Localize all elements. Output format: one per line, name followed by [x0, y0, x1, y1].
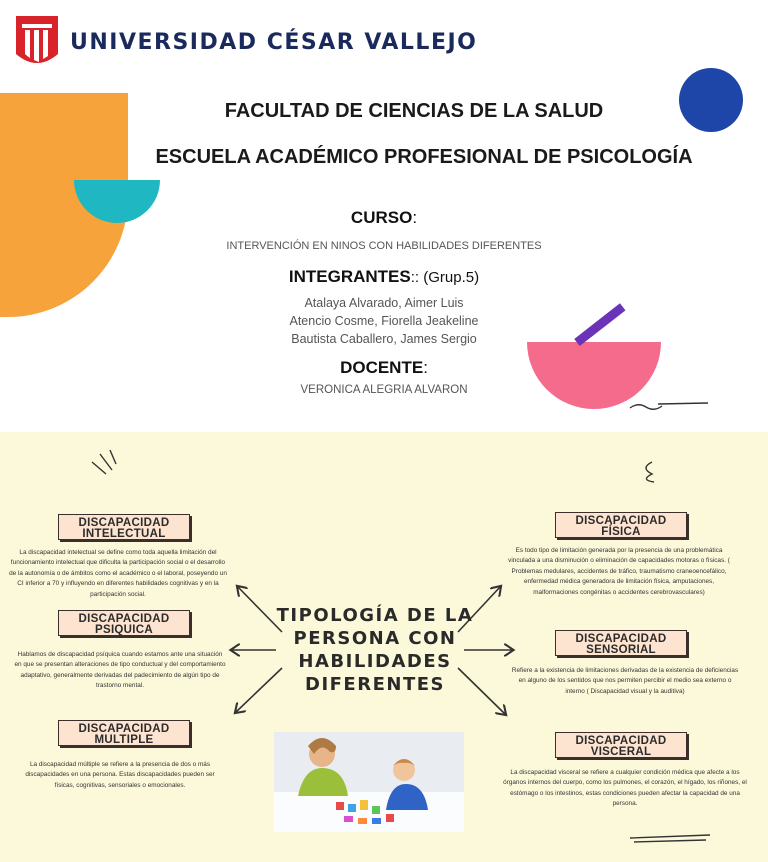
central-title-line: TIPOLOGÍA DE LA: [276, 605, 474, 626]
member-name: Atalaya Alvarado, Aimer Luis: [304, 296, 464, 310]
central-title-line: HABILIDADES: [298, 651, 452, 672]
squiggle-decor-icon: [628, 398, 710, 412]
docente-label: DOCENTE: [340, 358, 424, 377]
university-name: UNIVERSIDAD CÉSAR VALLEJO: [70, 30, 478, 55]
central-title-line: DIFERENTES: [305, 674, 445, 695]
card-intelectual: [58, 514, 190, 540]
desc-psiquica: Hablamos de discapacidad psíquica cuando estamos ante una situación en que se presentan alteraciones de tipo conductual y del comportamiento adaptativo, generalmente derivadas del padecimiento de algún tipo de trastorno mental.: [14, 651, 226, 690]
card-title-line: DISCAPACIDAD: [78, 723, 170, 735]
university-logo-icon: [14, 14, 60, 68]
card-sensorial: [555, 630, 687, 656]
docente-label-row: [0, 358, 768, 378]
children-playing-photo: [274, 732, 464, 832]
desc-visceral: La discapacidad visceral se refiere a cualquier condición médica que afecte a los órganos internos del cuerpo, como los pulmones, el corazón, el hígado, los riñones, el estómago o los intestinos, estas condiciones pueden afectar la capacidad de una persona.: [503, 769, 747, 808]
card-title-line: MULTIPLE: [94, 734, 154, 746]
card-psiquica: [58, 610, 190, 636]
card-title-line: VISCERAL: [590, 746, 652, 758]
card-title-line: DISCAPACIDAD: [575, 515, 667, 527]
integrantes-label-row: [0, 267, 768, 287]
card-fisica: [555, 512, 687, 538]
curso-label: CURSO: [350, 208, 413, 227]
card-title-line: PSIQUICA: [95, 624, 153, 636]
desc-multiple: La discapacidad múltiple se refiere a la presencia de dos o más discapacidades en una persona. Estas discapacidades pueden ser físicas, cognitivas, sensoriales o emocionales.: [25, 761, 215, 789]
curso-label-row: [0, 208, 768, 228]
concept-map-section: [0, 432, 768, 862]
desc-intelectual: La discapacidad intelectual se define como toda aquella limitación del funcionamiento intelectual que dificulta la participación social o el desarrollo de la autonomía o de ámbitos como el académico o el laboral, poseyendo un CI inferior a 70 y influyendo en diferentes habilidades cognitivas y en la participación social.: [9, 549, 227, 598]
member-name: Bautista Caballero, James Sergio: [291, 332, 477, 346]
school-heading: ESCUELA ACADÉMICO PROFESIONAL DE PSICOLOGÍA: [155, 146, 693, 168]
desc-sensorial: Refiere a la existencia de limitaciones derivadas de la existencia de deficiencias en alguno de los sentidos que nos permiten percibir el medio sea externo o interno ( Discapacidad visual y la auditiva): [511, 667, 739, 695]
docente-value: VERONICA ALEGRIA ALVARON: [300, 384, 468, 396]
faculty-heading: FACULTAD DE CIENCIAS DE LA SALUD: [224, 100, 604, 122]
map-central-title: [270, 604, 480, 696]
member-name: Atencio Cosme, Fiorella Jeakeline: [289, 314, 479, 328]
integrantes-label: INTEGRANTES: [288, 267, 411, 286]
desc-fisica: Es todo tipo de limitación generada por la presencia de una problemática vinculada a una disminución o eliminación de capacidades motoras o físicas. ( Problemas medulares, accidentes de tráfico, traumatismo craneoencefálico, enfermedad médica generadora de limitación física, amputaciones, malformaciones congénitas o accidentes cerebrovasculares): [508, 547, 730, 596]
curso-colon: :: [412, 208, 418, 227]
card-title-line: INTELECTUAL: [82, 528, 166, 540]
card-title-line: SENSORIAL: [586, 644, 656, 656]
cover-section: [0, 0, 768, 430]
card-title-line: DISCAPACIDAD: [78, 517, 170, 529]
docente-colon: :: [423, 358, 428, 377]
card-title-line: FÍSICA: [601, 526, 641, 538]
card-multiple: [58, 720, 190, 746]
card-title-line: DISCAPACIDAD: [78, 613, 170, 625]
curso-value: INTERVENCIÓN EN NINOS CON HABILIDADES DIFERENTES: [226, 240, 542, 252]
card-visceral: [555, 732, 687, 758]
card-title-line: DISCAPACIDAD: [575, 735, 667, 747]
central-title-line: PERSONA CON: [293, 628, 457, 649]
integrantes-group: :: (Grup.5): [410, 269, 480, 286]
card-title-line: DISCAPACIDAD: [575, 633, 667, 645]
